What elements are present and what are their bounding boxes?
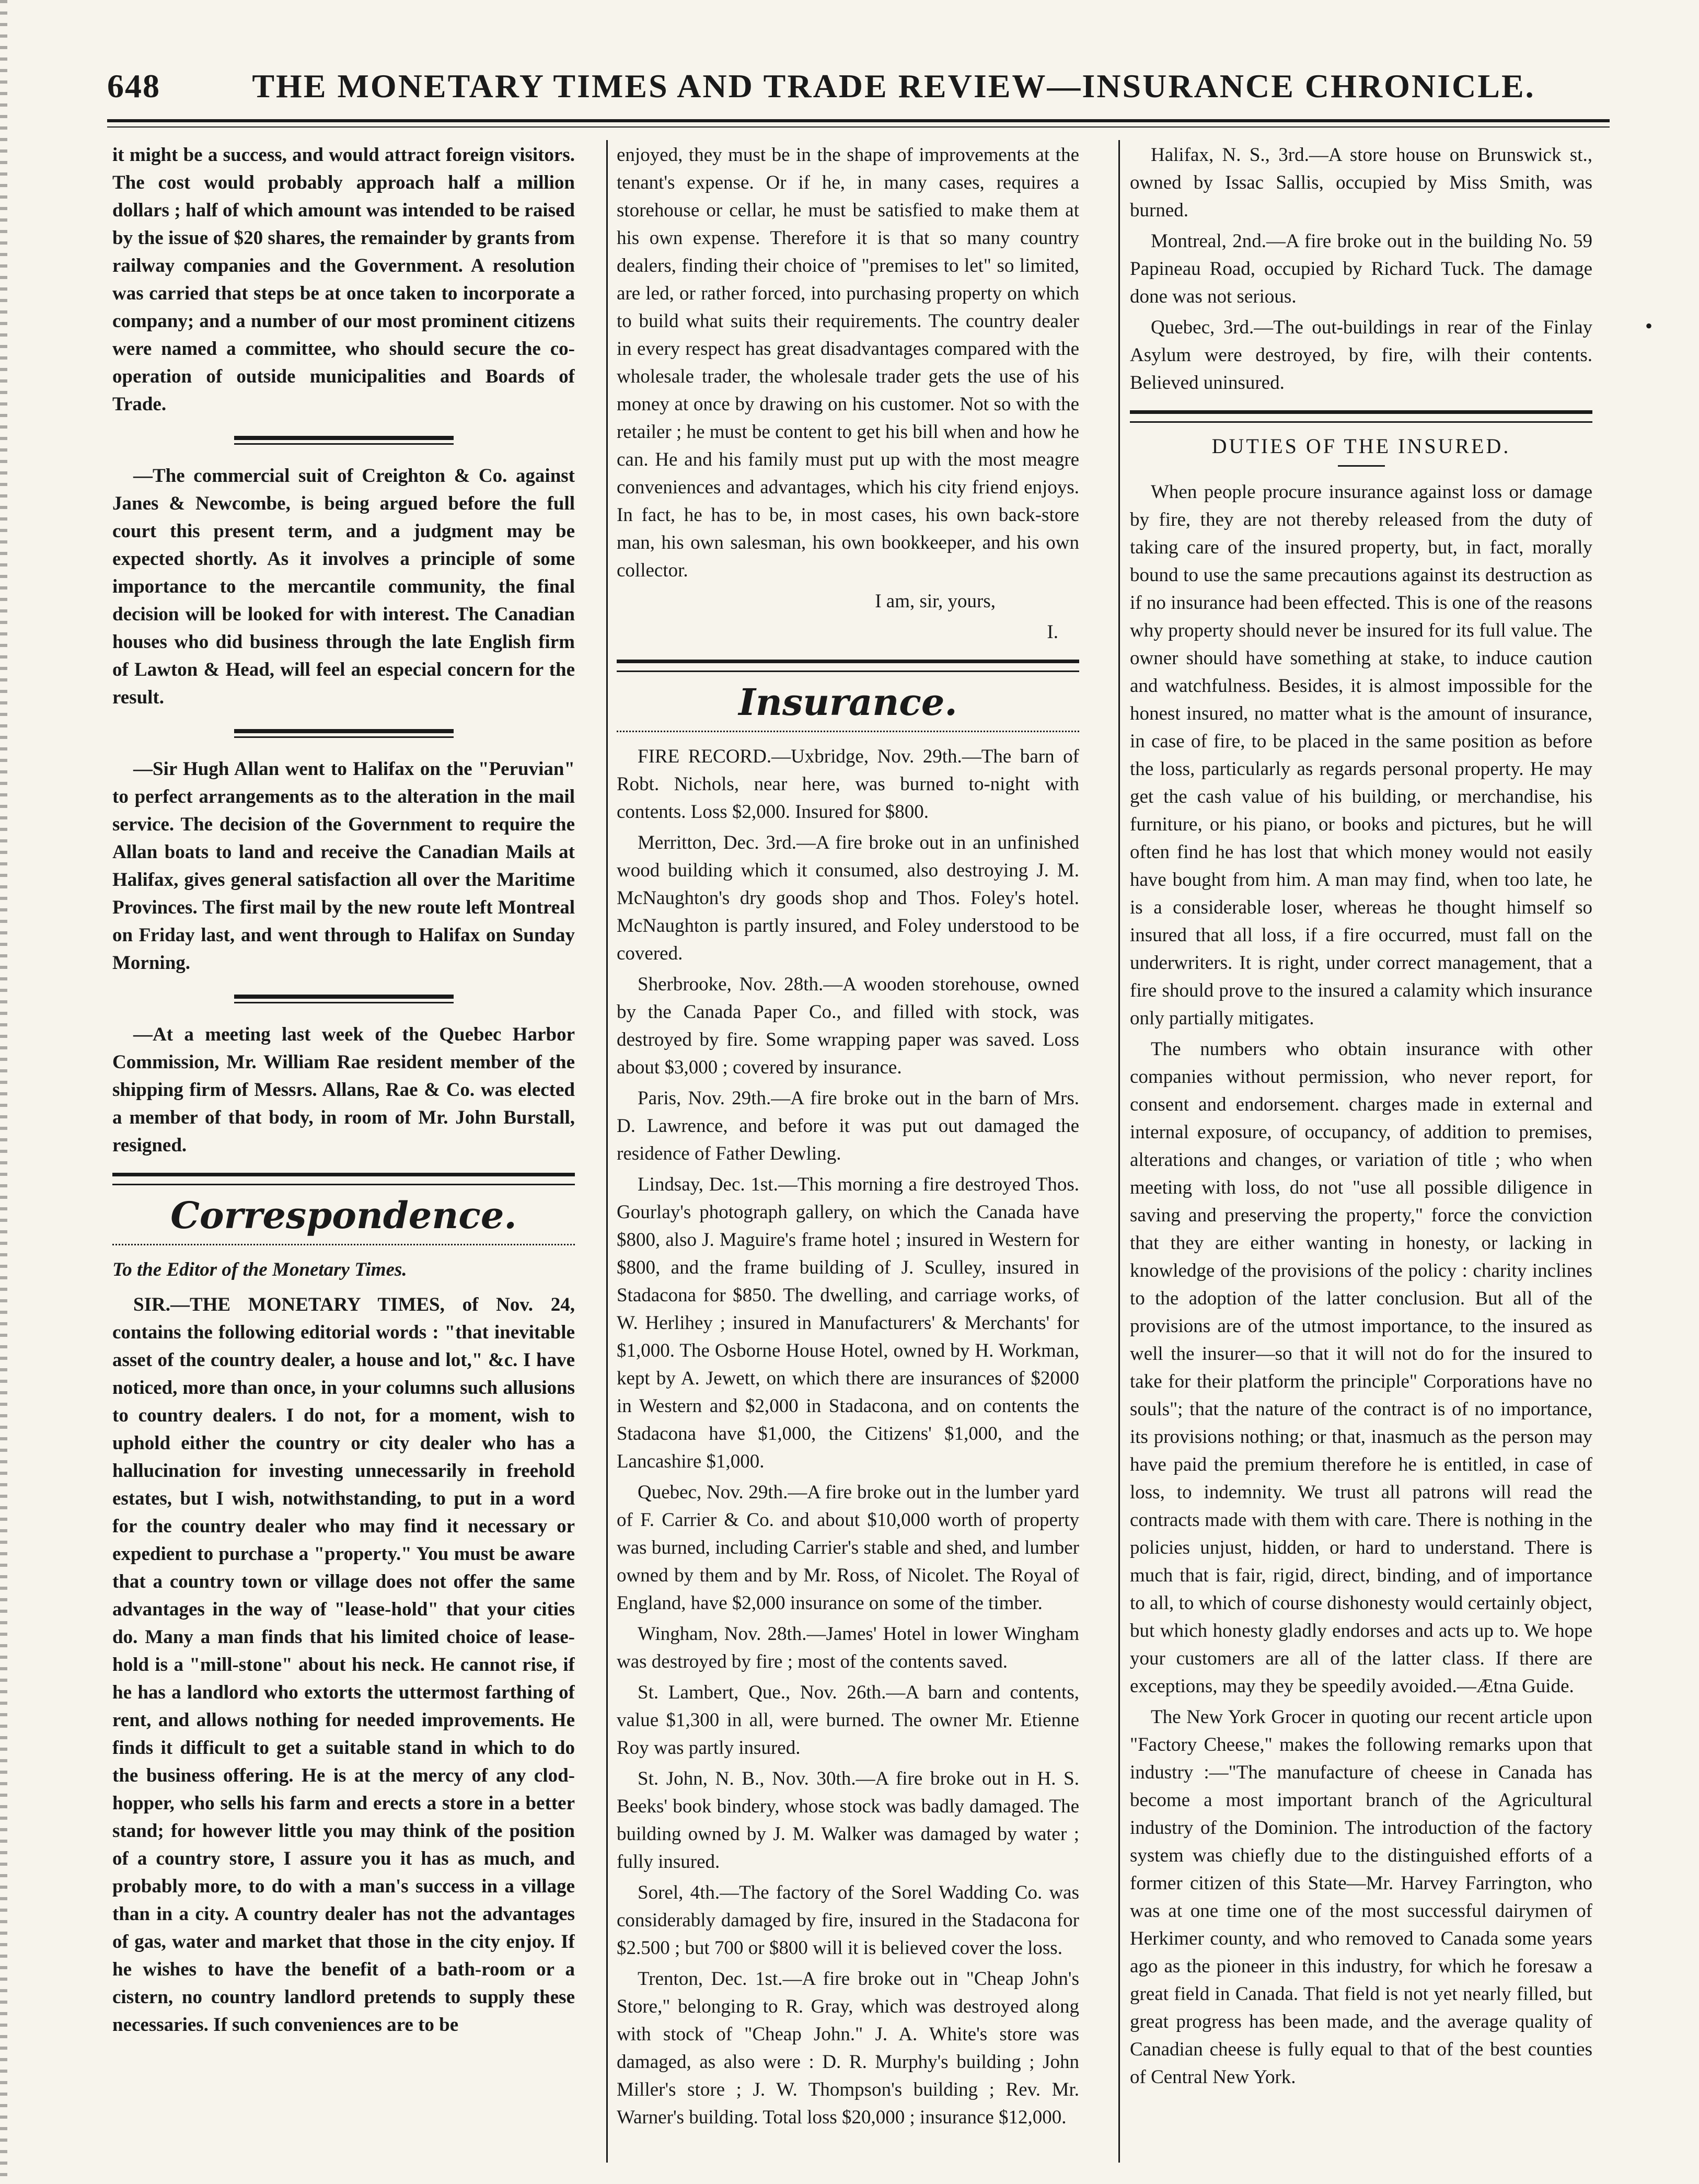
short-rule <box>1338 465 1385 467</box>
article-creighton-suit: —The commercial suit of Creighton & Co. against Janes & Newcombe, is being argued before the full court this present term, and a judgment may be expected shortly. As it involves a principle of some importance to the mercantile community, the final decision will be looked for with interest. The Canadian houses who did business through the late English firm of Lawton & Head, will feel an especial concern for the result. <box>112 465 575 708</box>
fire-record-item: Montreal, 2nd.—A fire broke out in the building No. 59 Papineau Road, occupied by Richard Tuck. The damage done was not serious. <box>1130 230 1592 307</box>
article-exhibition-continued: it might be a success, and would attract foreign visitors. The cost would probably approach half a million dollars ; half of which amount was intended to be raised by the issue of $20 shares, the remainder by grants from railway companies and the Government. A resolution was carried that steps be at once taken to incorporate a company; and a number of our most prominent citizens were named a committee, who should secure the co-operation of outside municipalities and Boards of Trade. <box>112 144 575 415</box>
stray-dot: • <box>1645 314 1653 338</box>
letter-body-continued: enjoyed, they must be in the shape of improvements at the tenant's expense. Or if he, in many cases, requires a storehouse or cellar, he must be satisfied to make them at his own expense. Therefore it is that so many country dealers, finding their choice of "premises to let" so limited, are led, or rather forced, into purchasing property on which to build what suits their requirements. The country dealer in every respect has great disadvantages compared with the wholesale trader, the wholesale trader gets the use of his money at once by drawing on his customer. Not so with the retailer ; he must be content to get his bill when and how he can. He and his family must put up with the most meagre conveniences and advantages, which his city friend enjoys. In fact, he has to be, in most cases, his own back-store man, his own salesman, his own bookkeeper, and his own collector. <box>617 144 1079 581</box>
masthead-title: THE MONETARY TIMES AND TRADE REVIEW—INSURANCE CHRONICLE. <box>252 67 1535 105</box>
column-2 <box>617 141 1079 2164</box>
fire-record-item: Trenton, Dec. 1st.—A fire broke out in "Cheap John's Store," belonging to R. Gray, which was destroyed along with stock of "Cheap John." J. A. White's store was damaged, as also were : D. R. Murphy's building ; John Miller's store ; J. W. Thompson's building ; Rev. Mr. Warner's building. Total loss $20,000 ; insurance $12,000. <box>617 1968 1079 2128</box>
article-hugh-allan: —Sir Hugh Allan went to Halifax on the "Peruvian" to perfect arrangements as to the alteration in the mail service. The decision of the Government to require the Allan boats to land and receive the Canadian Mails at Halifax, gives general satisfaction all over the Maritime Provinces. The first mail by the new route left Montreal on Friday last, and went through to Halifax on Sunday Morning. <box>112 758 575 974</box>
letter-body: SIR.—THE MONETARY TIMES, of Nov. 24, contains the following editorial words : "that inevitable asset of the country dealer, a house and lot," &c. I have noticed, more than once, in your columns such allusions to country dealers. I do not, for a moment, wish to uphold either the country or city dealer who has a hallucination for investing unnecessarily in freehold estates, but I wish, notwithstanding, to put in a word for the country dealer who may find it necessary or expedient to purchase a "property." You must be aware that a country town or village does not offer the same advantages in the way of "lease-hold" that your cities do. Many a man finds that his limited choice of lease-hold is a "mill-stone" about his neck. He cannot rise, if he has a landlord who extorts the uttermost farthing of rent, and allows nothing for needed improvements. He finds it difficult to get a suitable stand in which to do the business offering. He is at the mercy of any clod-hopper, who sells his farm and erects a store in a better stand; for however little you may think of the position of a country store, I assure you it has as much, and probably more, to do with a man's success in a village than in a city. A country dealer has not the advantages of gas, water and market that those in the city enjoy. If he wishes to have the benefit of a bath-room or a cistern, no country landlord pretends to supply these necessaries. If such conveniences are to be <box>112 1294 575 2036</box>
letter-initial: I. <box>1047 621 1058 643</box>
wavy-rule <box>112 1239 575 1245</box>
section-heading-insurance: Insurance. <box>738 680 957 724</box>
article-duties-para: When people procure insurance against loss or damage by fire, they are not thereby released from the duty of taking care of the insured property, but, in fact, morally bound to use the same precautions against its destruction as if no insurance had been effected. This is one of the reasons why property should never be insured for its full value. The owner should have something at stake, to induce caution and watchfulness. Besides, it is almost impossible for the honest insured, no matter what is the amount of insurance, in case of fire, to be placed in the same position as before the loss, particularly as regards personal property. He may get the cash value of his building, or merchandise, his furniture, or his piano, or books and pictures, but he will often find he has lost that which money would not easily have bought from him. A man may find, when too late, he is a considerable loser, whereas he thought himself so insured that all loss, if a fire occurred, must fall on the underwriters. It is right, under correct management, that a fire should prove to the insured a calamity which insurance only partially mitigates. <box>1130 481 1592 1029</box>
divider <box>112 430 575 450</box>
page-header <box>107 67 1612 114</box>
fire-record-item: St. Lambert, Que., Nov. 26th.—A barn and contents, value $1,300 in all, were burned. The owner Mr. Etienne Roy was partly insured. <box>617 1682 1079 1759</box>
header-rule-thin <box>107 126 1610 128</box>
divider <box>112 723 575 744</box>
fire-record-item: FIRE RECORD.—Uxbridge, Nov. 29th.—The barn of Robt. Nichols, near here, was burned to-night with contents. Loss $2,000. Insured for $800. <box>617 746 1079 823</box>
fire-record-item: Sorel, 4th.—The factory of the Sorel Wadding Co. was considerably damaged by fire, insured in the Stadacona for $2.500 ; but 700 or $800 will it is believed cover the loss. <box>617 1882 1079 1959</box>
article-cheese: The New York Grocer in quoting our recent article upon "Factory Cheese," makes the following remarks upon that industry :—"The manufacture of cheese in Canada has become a most important branch of the Agricultural industry of the Dominion. The introduction of the factory system was chiefly due to the distinguished efforts of a former citizen of this State—Mr. Harvey Farrington, who was at one time one of the most successful dairymen of Herkimer county, and who removed to Canada some years ago as the pioneer in this industry, for which he foresaw a great field in Canada. That field is not yet nearly filled, but great progress has been made, and the average quality of Canadian cheese is fully equal to that of the best counties of Central New York. <box>1130 1706 1592 2088</box>
column-rule-2 <box>1118 140 1120 2163</box>
column-3 <box>1130 141 1592 2164</box>
column-1 <box>112 141 575 2164</box>
section-heading-correspondence: Correspondence. <box>170 1194 517 1237</box>
section-rule <box>112 1173 575 1185</box>
letter-salutation: To the Editor of the Monetary Times. <box>112 1259 407 1280</box>
fire-record-item: Sherbrooke, Nov. 28th.—A wooden storehouse, owned by the Canada Paper Co., and filled with stock, was destroyed by fire. Some wrapping paper was saved. Loss about $3,000 ; covered by insurance. <box>617 974 1079 1078</box>
binding-edge <box>0 0 7 2184</box>
section-rule <box>617 660 1079 672</box>
fire-record-item: Merritton, Dec. 3rd.—A fire broke out in an unfinished wood building which it consumed, also destroying J. M. McNaughton's dry goods shop and Thos. Foley's hotel. McNaughton is partly insured, and Foley understood to be covered. <box>617 832 1079 964</box>
header-rule <box>107 119 1610 122</box>
wavy-rule <box>617 725 1079 732</box>
divider <box>112 988 575 1009</box>
fire-record-item: Quebec, 3rd.—The out-buildings in rear of the Finlay Asylum were destroyed, by fire, wilh their contents. Believed uninsured. <box>1130 317 1592 394</box>
page-number: 648 <box>107 67 160 105</box>
section-rule <box>1130 410 1592 423</box>
article-quebec-harbor: —At a meeting last week of the Quebec Harbor Commission, Mr. William Rae resident member of the shipping firm of Messrs. Allans, Rae & Co. was elected a member of that body, in room of Mr. John Burstall, resigned. <box>112 1024 575 1156</box>
fire-record-item: Halifax, N. S., 3rd.—A store house on Brunswick st., owned by Issac Sallis, occupied by Miss Smith, was burned. <box>1130 144 1592 221</box>
article-duties-para: The numbers who obtain insurance with other companies without permission, who never report, for consent and endorsement. charges made in external and internal exposure, of occupancy, of addition to premises, alterations and changes, or variation of title ; who when meeting with loss, do not "use all possible diligence in saving and preserving the property," force the conviction that they are either wanting in honesty, or lacking in knowledge of the provisions of the policy : charity inclines to the adoption of the latter conclusion. But all of the provisions are of the utmost importance, to the insured as well the insurer—so that it will not do for the insured to take for their platform the principle" Corporations have no souls"; that the nature of the contract is of no importance, its provisions nothing; or that, inasmuch as the person may have paid the premium therefore he is entitled, in case of loss, to indemnity. We trust all patrons will read the contracts made with them with care. There is nothing in the policies unjust, hidden, or hard to understand. There is much that is fair, rigid, direct, binding, and of importance to all, to which of course dishonesty would certainly object, but which honesty gladly endorses and acts up to. We hope your customers are all of the latter class. If there are exceptions, may they be speedily avoided.—Ætna Guide. <box>1130 1038 1592 1697</box>
fire-record-item: Quebec, Nov. 29th.—A fire broke out in the lumber yard of F. Carrier & Co. and about $10,000 worth of property was burned, including Carrier's stable and shed, and lumber owned by them and by Mr. Ross, of Nicolet. The Royal of England, have $2,000 insurance on some of the timber. <box>617 1482 1079 1614</box>
fire-record-item: Wingham, Nov. 28th.—James' Hotel in lower Wingham was destroyed by fire ; most of the contents saved. <box>617 1623 1079 1672</box>
fire-record-item: Paris, Nov. 29th.—A fire broke out in the barn of Mrs. D. Lawrence, and before it was put out damaged the residence of Father Dewling. <box>617 1088 1079 1164</box>
fire-record-item: St. John, N. B., Nov. 30th.—A fire broke out in H. S. Beeks' book bindery, whose stock was badly damaged. The building owned by J. M. Walker was damaged by water ; fully insured. <box>617 1768 1079 1873</box>
letter-signoff: I am, sir, yours, <box>875 591 996 612</box>
fire-record-item: Lindsay, Dec. 1st.—This morning a fire destroyed Thos. Gourlay's photograph gallery, on which the Canada have $800, also J. Maguire's frame hotel ; insured in Western for $800, and the frame building of J. Sculley, insured in Stadacona for $850. The dwelling, and carriage works, of W. Herlihey ; insured in Manufacturers' & Merchants' for $1,000. The Osborne House Hotel, owned by H. Workman, kept by A. Jewett, on which there are insurances of $2000 in Western and $2,000 in Stadacona, and on contents the Stadacona have $1,000, the Citizens' $1,000, and the Lancashire $1,000. <box>617 1174 1079 1472</box>
column-rule-1 <box>606 140 608 2163</box>
article-heading-duties: DUTIES OF THE INSURED. <box>1211 434 1511 458</box>
